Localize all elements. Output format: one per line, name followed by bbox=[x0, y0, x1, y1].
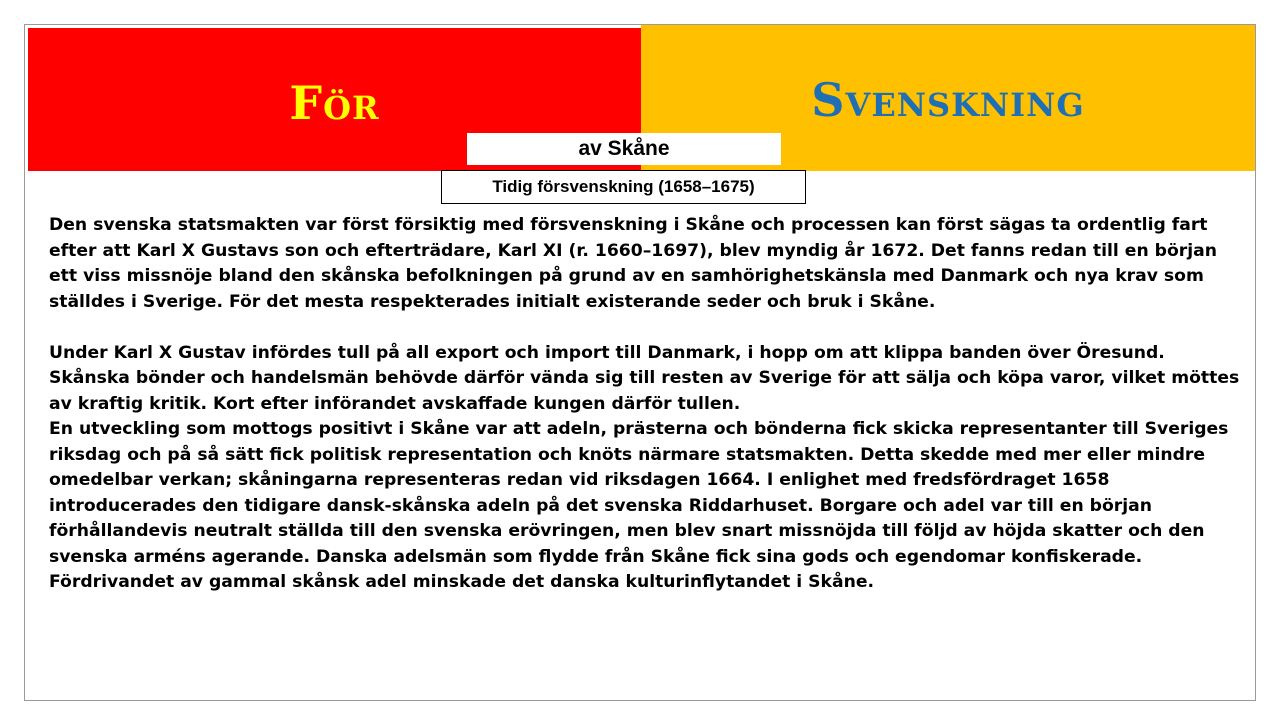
title-right: Svenskning bbox=[811, 73, 1085, 127]
subtitle: av Skåne bbox=[467, 133, 781, 165]
slide bbox=[24, 24, 1256, 701]
paragraph-3: En utveckling som mottogs positivt i Skåne var att adeln, prästerna och bönderna fick skicka representanter till Sveriges riksdag och på så sätt fick politisk representation och knöts närmare statsmakten. Detta skedde med mer eller mindre omedelbar verkan; skåningarna representeras redan vid riksdagen 1664. I enlighet med fredsfördraget 1658 introducerades den tidigare dansk-skånska adeln på det svenska Riddarhuset. Borgare och adel var till en början förhållandevis neutralt ställda till den svenska erövringen, men blev snart missnöjda till följd av höjda skatter och den svenska arméns agerande. Danska adelsmän som flydde från Skåne fick sina gods och egendomar konfiskerade. Fördrivandet av gammal skånsk adel minskade det danska kulturinflytandet i Skåne. bbox=[49, 419, 1229, 592]
body-text bbox=[49, 213, 1245, 596]
paragraph-1: Den svenska statsmakten var först försiktig med försvenskning i Skåne och processen kan först sägas ta ordentlig fart efter att Karl X Gustavs son och efterträdare, Karl XI (r. 1660–1697), blev myndig år 1672. Det fanns redan till en början ett viss missnöje bland den skånska befolkningen på grund av en samhörighetskänsla med Danmark och nya krav som ställdes i Sverige. För det mesta respekterades initialt existerande seder och bruk i Skåne. bbox=[49, 215, 1217, 312]
title-left: För bbox=[289, 76, 380, 130]
paragraph-2: Under Karl X Gustav infördes tull på all export och import till Danmark, i hopp om att klippa banden över Öresund. Skånska bönder och handelsmän behövde därför vända sig till resten av Sverige för att sälja och köpa varor, vilket möttes av kraftig kritik. Kort efter införandet avskaffade kungen därför tullen. bbox=[49, 342, 1240, 414]
section-heading: Tidig försvenskning (1658–1675) bbox=[441, 170, 806, 204]
